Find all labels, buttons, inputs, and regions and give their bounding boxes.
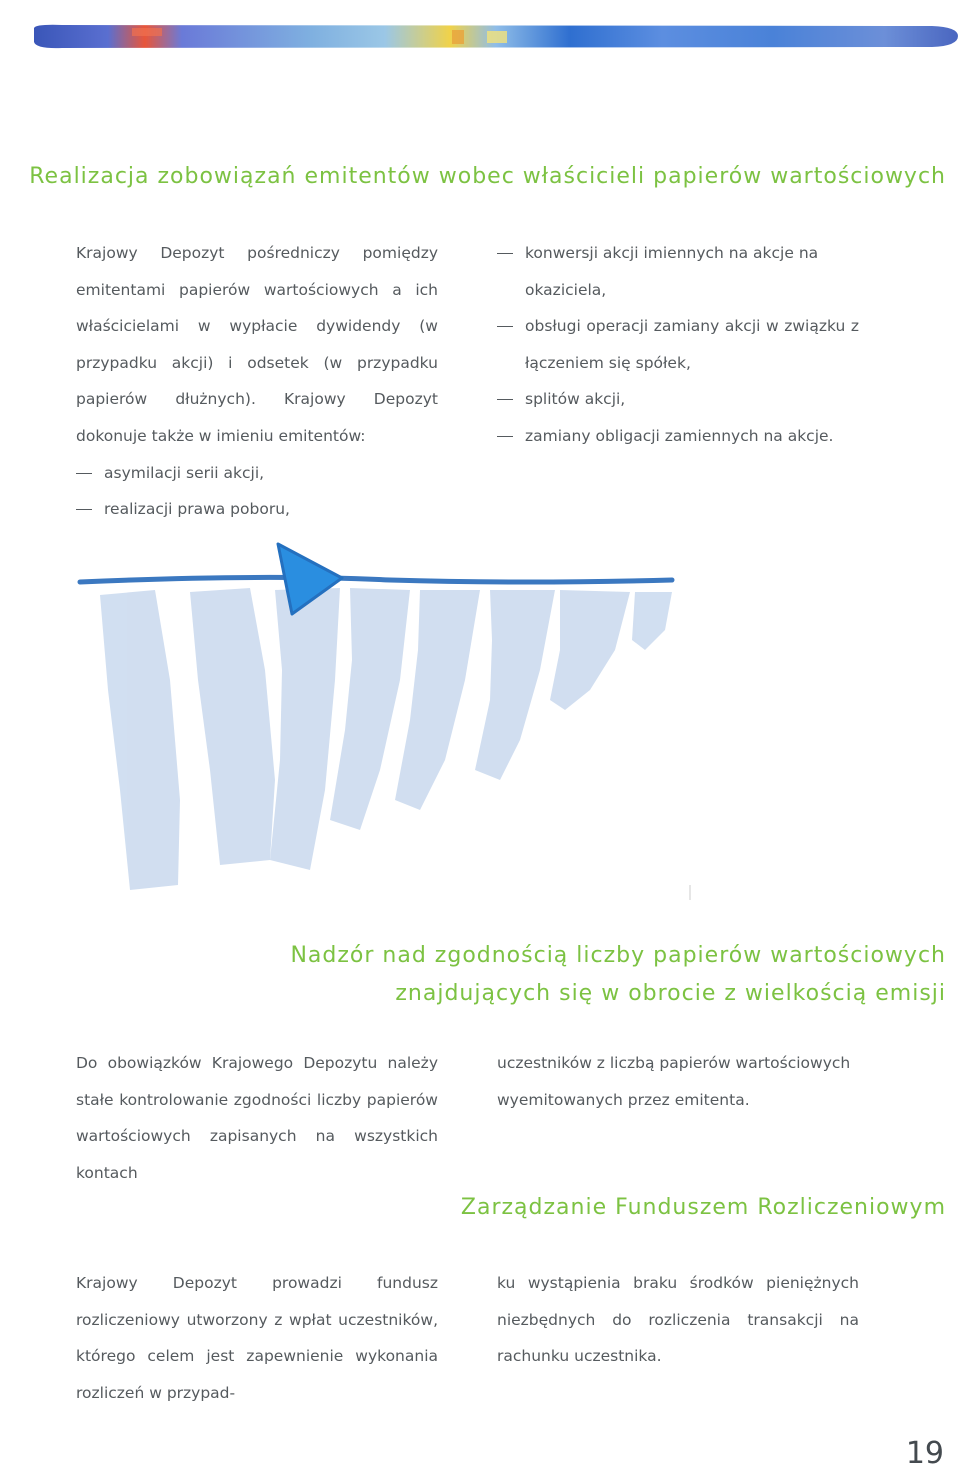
section-realizacja-left-column bbox=[76, 235, 438, 528]
section-fundusz-right-text: ku wystąpienia braku środków pieniężnych niezbędnych do rozliczenia transakcji na rachunku uczestnika. bbox=[497, 1274, 859, 1366]
section-realizacja-list-left bbox=[76, 455, 438, 528]
list-item: zamiany obligacji zamiennych na akcje. bbox=[497, 418, 859, 455]
section-nadzor-left-text: Do obowiązków Krajowego Depozytu należy stałe kontrolowanie zgodności liczby papierów wartościowych zapisanych na wszystkich kontach bbox=[76, 1054, 438, 1182]
section-nadzor-heading bbox=[290, 937, 946, 1013]
top-decorative-banner bbox=[32, 22, 960, 52]
section-nadzor-heading-line2: znajdujących się w obrocie z wielkością emisji bbox=[395, 981, 946, 1006]
section-nadzor-right-text: uczestników z liczbą papierów wartościowych wyemitowanych przez emitenta. bbox=[497, 1054, 851, 1109]
list-item: asymilacji serii akcji, bbox=[76, 455, 438, 492]
section-fundusz-right-column bbox=[497, 1265, 859, 1375]
section-realizacja-intro: Krajowy Depozyt pośredniczy pomiędzy emitentami papierów wartościowych a ich właścicielami w wypłacie dywidendy (w przypadku akcji) i odsetek (w przypadku papierów dłużnych). Krajowy Depozyt dokonuje także w imieniu emitentów: bbox=[76, 244, 438, 445]
section-fundusz-left-column bbox=[76, 1265, 438, 1411]
section-nadzor-heading-line1: Nadzór nad zgodnością liczby papierów wartościowych bbox=[290, 943, 946, 968]
list-item: obsługi operacji zamiany akcji w związku z łączeniem się spółek, bbox=[497, 308, 859, 381]
section-fundusz-heading: Zarządzanie Funduszem Rozliczeniowym bbox=[460, 1195, 946, 1220]
page-number: 19 bbox=[905, 1436, 944, 1471]
brush-strokes bbox=[100, 588, 672, 890]
section-realizacja-right-column bbox=[497, 235, 859, 455]
list-item: realizacji prawa poboru, bbox=[76, 491, 438, 528]
arrow-brush-illustration bbox=[60, 530, 700, 910]
section-fundusz-left-text: Krajowy Depozyt prowadzi fundusz rozliczeniowy utworzony z wpłat uczestników, którego celem jest zapewnienie wykonania rozliczeń w przypad- bbox=[76, 1274, 438, 1402]
list-item: konwersji akcji imiennych na akcje na okaziciela, bbox=[497, 235, 859, 308]
section-realizacja-heading: Realizacja zobowiązań emitentów wobec właścicieli papierów wartościowych bbox=[29, 164, 946, 189]
section-nadzor-right-column bbox=[497, 1045, 859, 1118]
arrow-line bbox=[80, 577, 672, 582]
list-item: splitów akcji, bbox=[497, 381, 859, 418]
section-realizacja-list-right bbox=[497, 235, 859, 455]
section-nadzor-left-column bbox=[76, 1045, 438, 1191]
